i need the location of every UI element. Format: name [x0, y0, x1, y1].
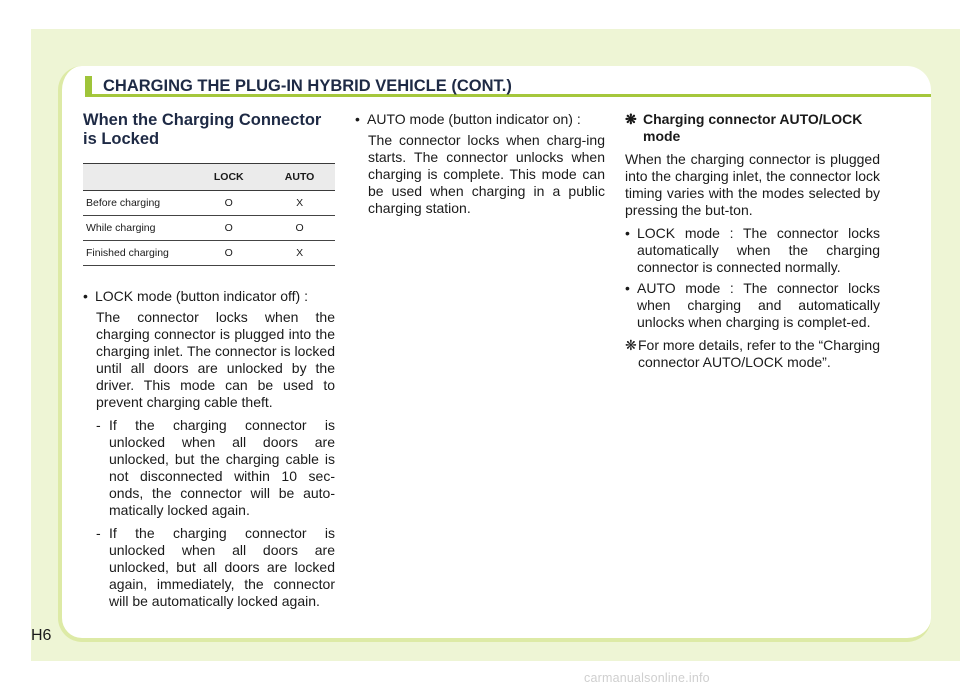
table-header-blank — [83, 164, 193, 191]
bullet-mark: • — [625, 225, 630, 241]
note-title — [625, 111, 880, 145]
section-title: When the Charging Connector is Locked — [83, 111, 322, 148]
table-header-auto: AUTO — [264, 164, 335, 191]
dash-mark: - — [96, 417, 101, 433]
note-item — [625, 280, 880, 331]
row-auto-value: O — [264, 216, 335, 241]
table-row — [83, 241, 335, 266]
auto-mode-bullet — [355, 111, 605, 128]
lock-mode-bullet — [83, 288, 335, 305]
reference-note — [625, 337, 880, 371]
row-auto-value: X — [264, 241, 335, 266]
page-number: H6 — [31, 627, 52, 644]
column-left — [83, 111, 335, 610]
dash-mark: - — [96, 525, 101, 541]
row-label: Finished charging — [83, 241, 193, 266]
header-title: CHARGING THE PLUG-IN HYBRID VEHICLE (CONT.) — [103, 77, 512, 95]
bullet-mark: • — [625, 280, 630, 296]
lock-mode-item — [96, 417, 335, 519]
lock-mode-item-text: If the charging connector is unlocked when all doors are unlocked, but all doors are locked again, immediately, the connector will be automatically locked again. — [109, 525, 335, 609]
auto-mode-body: The connector locks when charg-ing starts. The connector unlocks when charging is complete. This mode can be used when charging in a public charging station. — [368, 132, 605, 216]
row-label: While charging — [83, 216, 193, 241]
column-middle — [355, 111, 605, 217]
note-marker-icon: ❋ — [625, 111, 637, 127]
column-right — [625, 111, 880, 371]
bullet-mark: • — [355, 111, 360, 127]
row-lock-value: O — [193, 191, 264, 216]
auto-mode-heading: AUTO mode (button indicator on) : — [367, 111, 581, 127]
row-lock-value: O — [193, 241, 264, 266]
note-item-text: AUTO mode : The connector locks when charging and automatically unlocks when charging is complet-ed. — [637, 280, 880, 330]
lock-mode-body: The connector locks when the charging connector is plugged into the charging inlet. The connector is locked until all doors are unlocked by the driver. This mode can be used to prevent charging cable theft. — [96, 309, 335, 410]
note-intro: When the charging connector is plugged into the charging inlet, the connector lock timing varies with the modes selected by pressing the but-ton. — [625, 151, 880, 218]
table-header-row — [83, 164, 335, 191]
lock-mode-item-text: If the charging connector is unlocked when all doors are unlocked, but the charging cable is not disconnected within 10 sec-onds, the connector will be auto-matically locked again. — [109, 417, 335, 518]
reference-note-text: For more details, refer to the “Charging connector AUTO/LOCK mode”. — [638, 337, 880, 370]
lock-mode-item — [96, 525, 335, 610]
table-row — [83, 191, 335, 216]
section-header — [85, 76, 931, 97]
note-marker-icon: ❋ — [625, 337, 637, 353]
table-header-lock: LOCK — [193, 164, 264, 191]
row-label: Before charging — [83, 191, 193, 216]
row-lock-value: O — [193, 216, 264, 241]
note-item — [625, 225, 880, 276]
row-auto-value: X — [264, 191, 335, 216]
table-row — [83, 216, 335, 241]
watermark: carmanualsonline.info — [584, 671, 710, 685]
bullet-mark: • — [83, 288, 88, 304]
mode-table — [83, 163, 335, 266]
note-title-text: Charging connector AUTO/LOCK mode — [643, 111, 863, 144]
lock-mode-heading: LOCK mode (button indicator off) : — [95, 288, 308, 304]
note-item-text: LOCK mode : The connector locks automatically when the charging connector is connected normally. — [637, 225, 880, 275]
header-accent-bar — [85, 76, 92, 96]
